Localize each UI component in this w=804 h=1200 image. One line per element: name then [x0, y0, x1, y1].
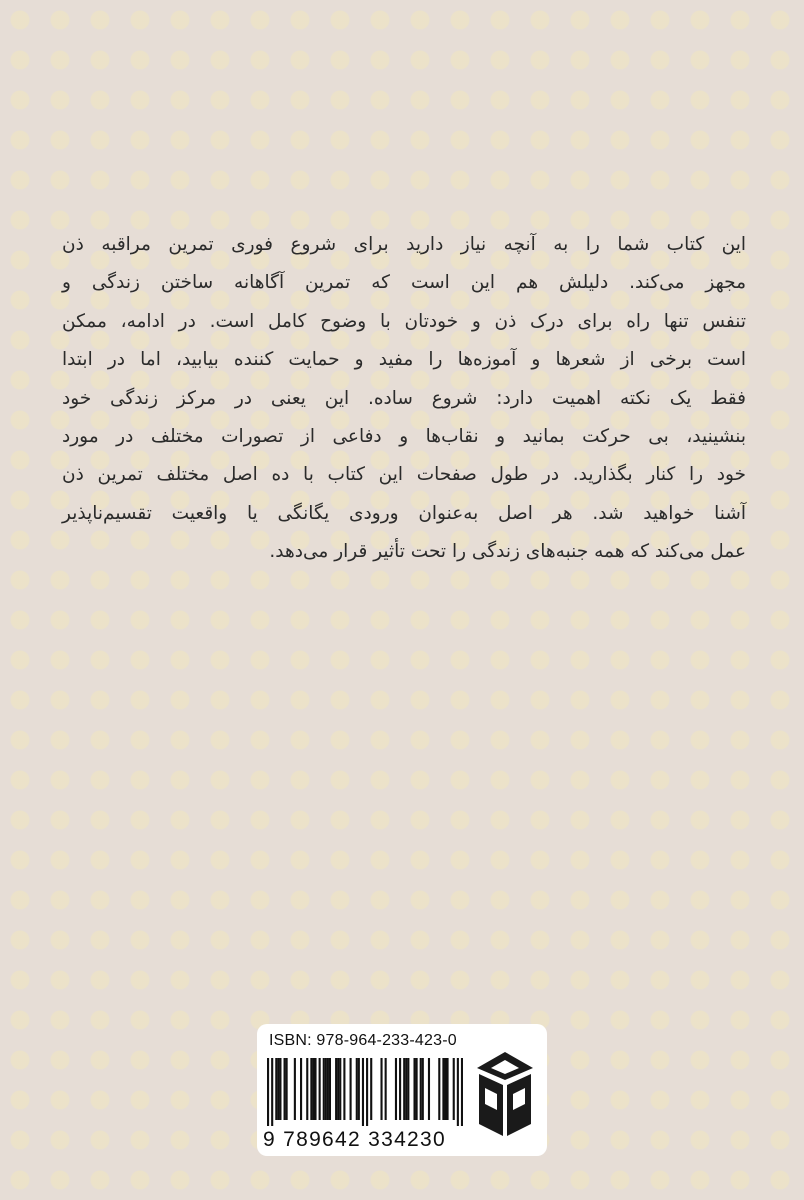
barcode-bar	[395, 1058, 397, 1120]
barcode-bar	[446, 1058, 448, 1120]
barcode-bar	[323, 1058, 325, 1120]
barcode-bar	[275, 1058, 277, 1120]
barcode-bar	[399, 1058, 401, 1120]
blurb-line: این کتاب شما را به آنچه نیاز دارید برای شروع فوری تمرین مراقبه ذن	[62, 234, 746, 255]
barcode-bar	[294, 1058, 296, 1120]
back-cover-blurb	[62, 226, 746, 572]
blurb-line: مجهز می‌کند. دلیلش هم این است که تمرین آگاهانه ساختن زندگی و	[62, 272, 746, 294]
barcode-bar	[370, 1058, 372, 1120]
blurb-line: تنفس تنها راه برای درک ذن و خودتان با وضوح کامل است. در ادامه، ممکن	[62, 310, 746, 332]
barcode-bar	[403, 1058, 405, 1120]
barcode-image	[267, 1058, 463, 1126]
barcode-bar	[284, 1058, 286, 1120]
barcode-bar	[380, 1058, 382, 1120]
barcode-bar	[271, 1058, 273, 1126]
barcode-bar	[407, 1058, 409, 1120]
barcode-panel	[257, 1024, 547, 1156]
barcode-bar	[428, 1058, 430, 1120]
blurb-line: بنشینید، بی حرکت بمانید و نقاب‌ها و دفاعی از تصورات مختلف در مورد	[62, 426, 746, 448]
barcode-bar	[362, 1058, 364, 1126]
barcode-bar	[420, 1058, 422, 1120]
barcode-bar	[279, 1058, 281, 1120]
barcode-bar	[314, 1058, 316, 1120]
barcode-bar	[339, 1058, 341, 1120]
isbn-label: ISBN: 978-964-233-423-0	[269, 1032, 457, 1049]
blurb-line: آشنا خواهید شد. هر اصل به‌عنوان ورودی یگانگی یا واقعیت تقسیم‌ناپذیر	[62, 502, 746, 524]
barcode-bar	[277, 1058, 279, 1120]
barcode-bar	[385, 1058, 387, 1120]
barcode-bar	[444, 1058, 446, 1120]
barcode-bar	[461, 1058, 463, 1126]
barcode-bar	[306, 1058, 308, 1120]
publisher-logo-icon	[473, 1050, 537, 1142]
barcode-bar	[457, 1058, 459, 1126]
barcode-bar	[310, 1058, 312, 1120]
barcode-bar	[267, 1058, 269, 1126]
barcode-bar	[319, 1058, 321, 1120]
barcode-bar	[325, 1058, 327, 1120]
barcode-bar	[416, 1058, 418, 1120]
barcode-bar	[366, 1058, 368, 1126]
barcode-bar	[350, 1058, 352, 1120]
blurb-line: فقط یک نکته اهمیت دارد: شروع ساده. این یعنی در مرکز زندگی خود	[62, 387, 746, 409]
blurb-line: عمل می‌کند که همه جنبه‌های زندگی را تحت تأثیر قرار می‌دهد.	[269, 541, 746, 563]
barcode-bar	[438, 1058, 440, 1120]
barcode-bar	[358, 1058, 360, 1120]
barcode-bar	[300, 1058, 302, 1120]
barcode-bar	[422, 1058, 424, 1120]
barcode-bar	[405, 1058, 407, 1120]
blurb-line: است برخی از شعرها و آموزه‌ها را مفید و حمایت کننده بیابید، اما در ابتدا	[62, 349, 746, 371]
barcode-bar	[453, 1058, 455, 1120]
barcode-bar	[327, 1058, 329, 1120]
barcode-bar	[413, 1058, 415, 1120]
blurb-line: خود را کنار بگذارید. در طول صفحات این کتاب با ده اصل مختلف تمرین ذن	[62, 464, 746, 486]
barcode-bar	[343, 1058, 345, 1120]
barcode-bar	[337, 1058, 339, 1120]
barcode-bar	[442, 1058, 444, 1120]
barcode-digits: 9 789642 334230	[263, 1128, 446, 1151]
barcode-bar	[329, 1058, 331, 1120]
barcode-bar	[312, 1058, 314, 1120]
barcode-bar	[286, 1058, 288, 1120]
barcode-bar	[356, 1058, 358, 1120]
barcode-bar	[335, 1058, 337, 1120]
